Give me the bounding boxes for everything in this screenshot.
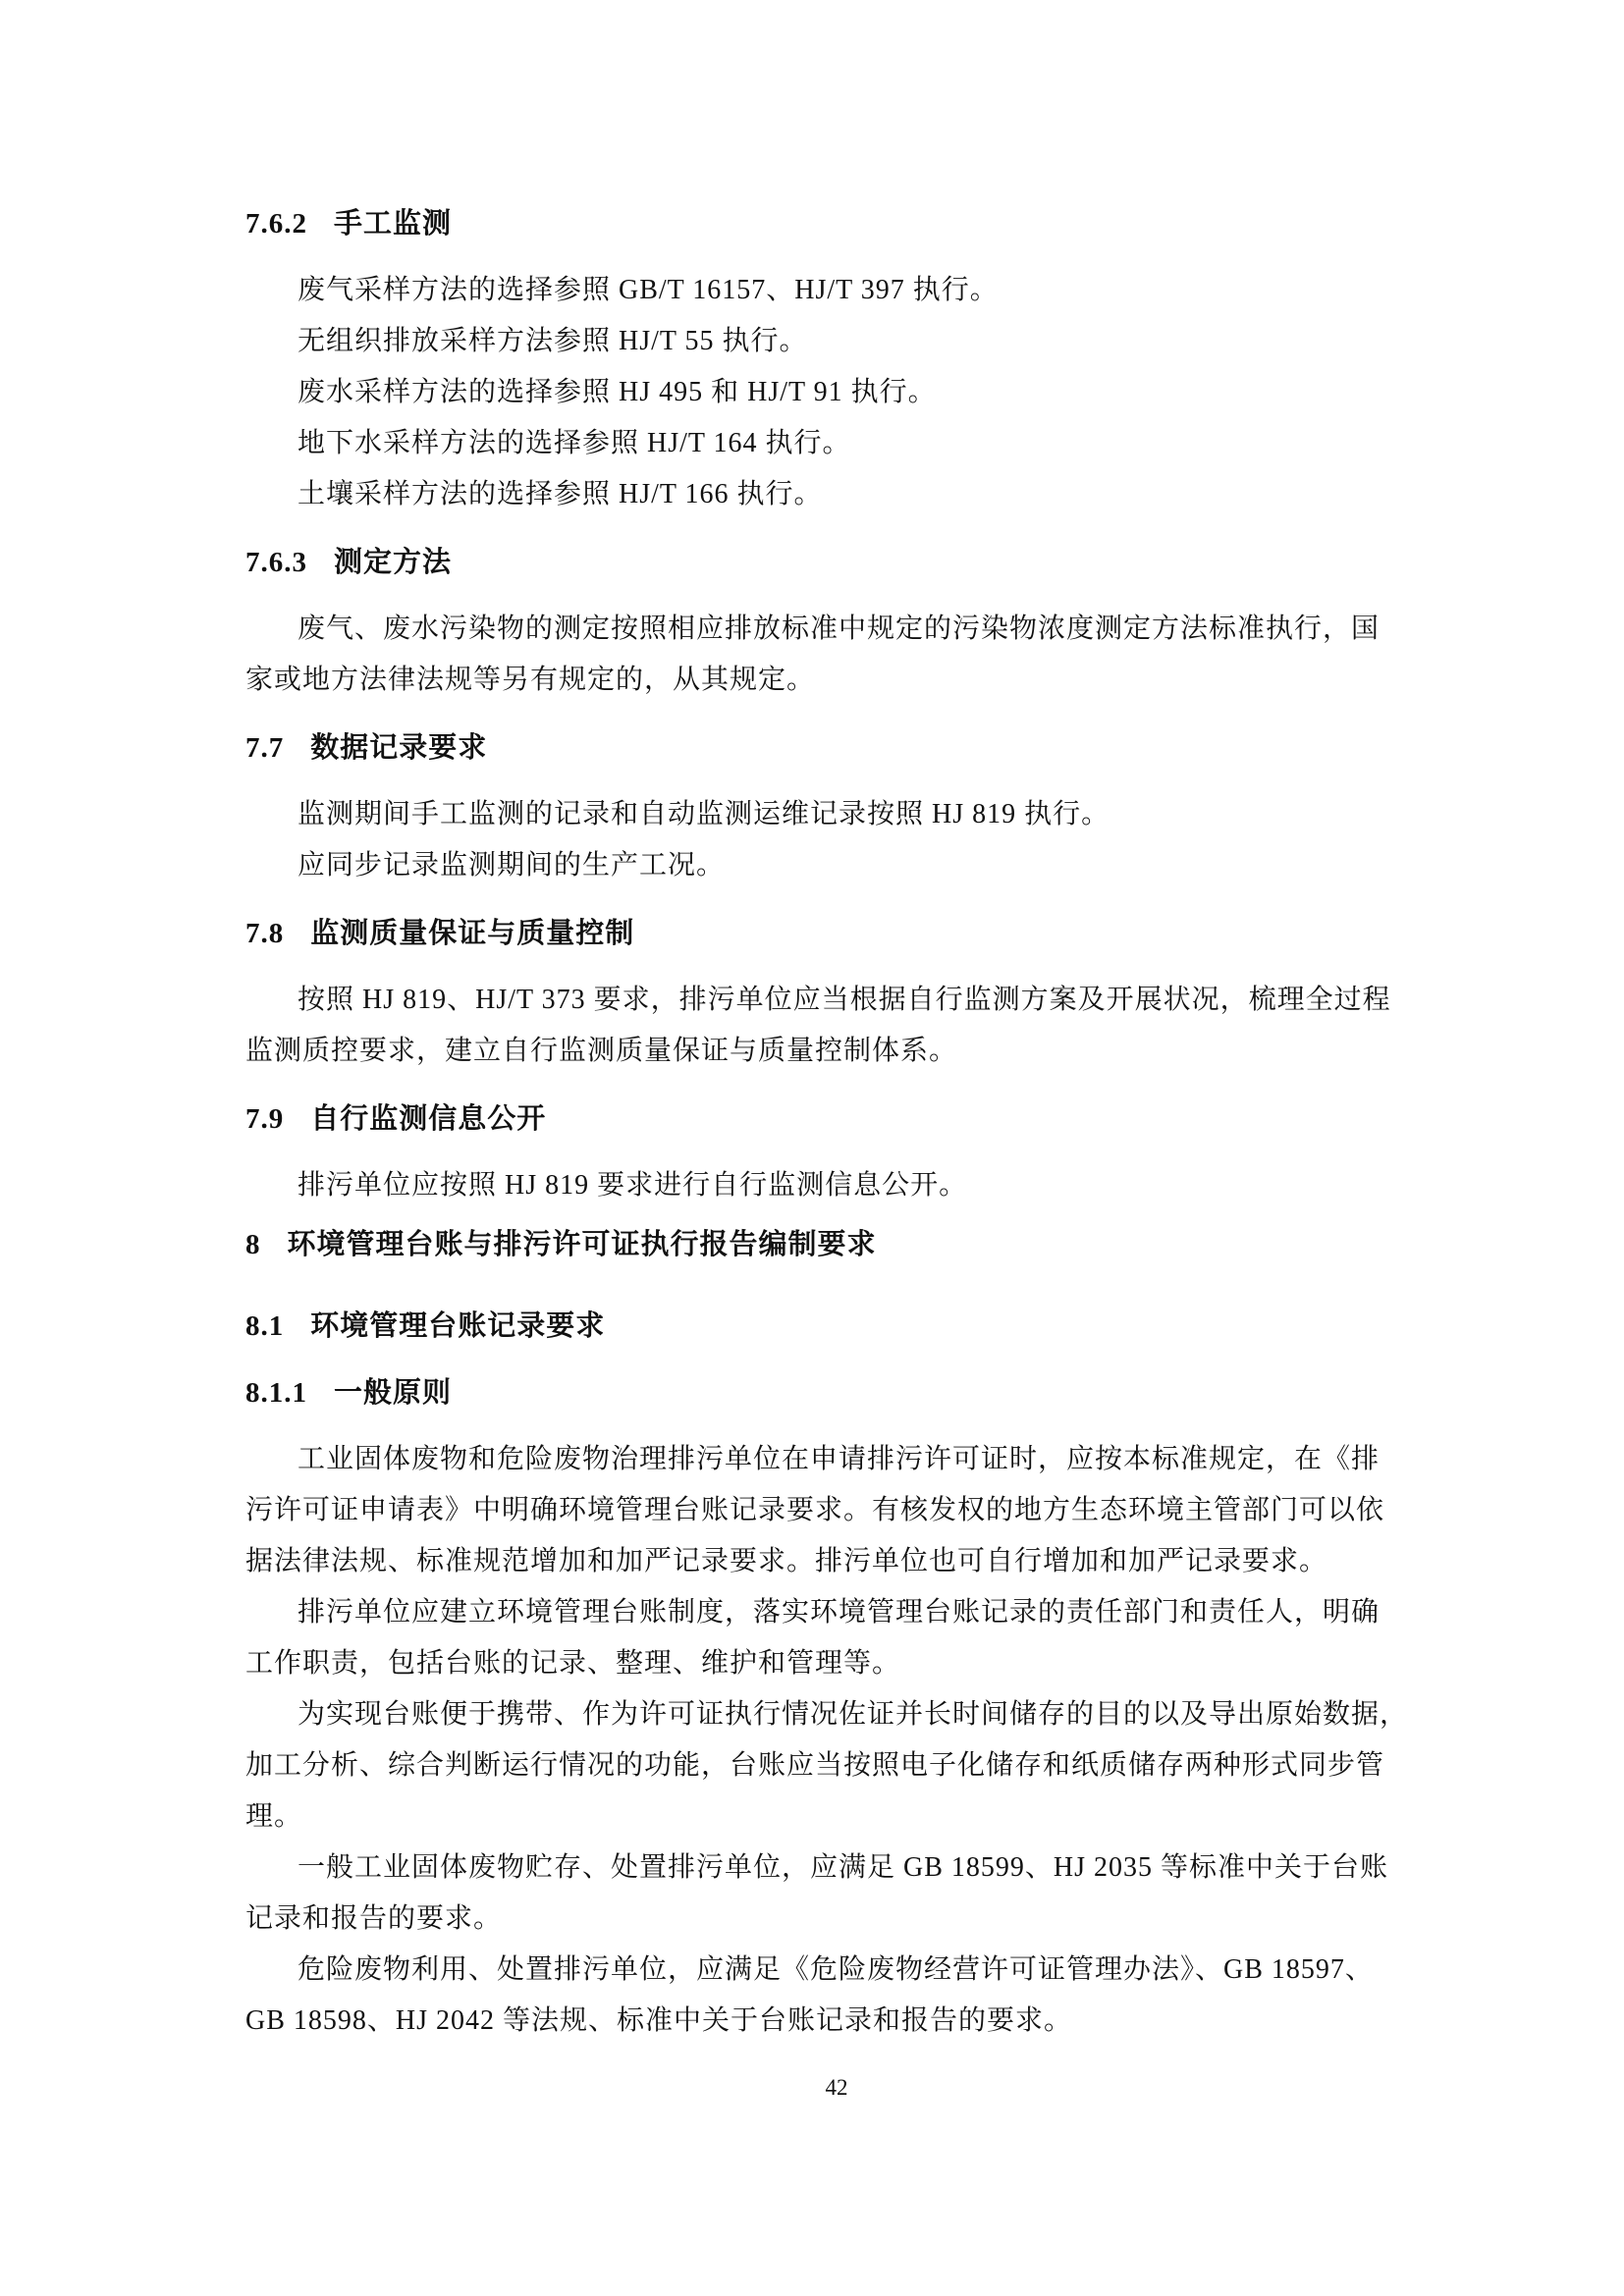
section-heading-7.6.3: [245, 537, 1394, 588]
text-line: 记录和报告的要求。: [245, 1903, 503, 1934]
text-line: 按照 HJ 819、HJ/T 373 要求，排污单位应当根据自行监测方案及开展状况，梳理全过程: [298, 985, 1391, 1015]
section-number: 7.6.3: [245, 547, 307, 578]
text-line: 工业固体废物和危险废物治理排污单位在申请排污许可证时，应按本标准规定，在《排: [298, 1444, 1380, 1474]
section-title: 一般原则: [334, 1377, 453, 1409]
section-heading-7.7: [245, 722, 1394, 774]
section-number: 7.9: [245, 1103, 285, 1135]
section-title: 测定方法: [334, 547, 453, 578]
text-line: 废气采样方法的选择参照 GB/T 16157、HJ/T 397 执行。: [298, 275, 999, 305]
section-heading-7.6.2: [245, 198, 1394, 249]
text-line: 家或地方法律法规等另有规定的，从其规定。: [245, 665, 816, 695]
page-number: 42: [825, 2075, 848, 2100]
text-line: 污许可证申请表》中明确环境管理台账记录要求。有核发权的地方生态环境主管部门可以依: [245, 1495, 1385, 1525]
text-line: 一般工业固体废物贮存、处置排污单位，应满足 GB 18599、HJ 2035 等标准中关于台账: [298, 1852, 1389, 1883]
text-line: 为实现台账便于携带、作为许可证执行情况佐证并长时间储存的目的以及导出原始数据，: [298, 1699, 1409, 1730]
text-line: 土壤采样方法的选择参照 HJ/T 166 执行。: [298, 479, 823, 509]
text-line: 监测质控要求，建立自行监测质量保证与质量控制体系。: [245, 1036, 958, 1066]
section-heading-8: [245, 1219, 1394, 1270]
section-title: 自行监测信息公开: [310, 1103, 547, 1135]
text-line: 废水采样方法的选择参照 HJ 495 和 HJ/T 91 执行。: [298, 377, 937, 407]
section-number: 8.1: [245, 1310, 285, 1342]
section-number: 7.8: [245, 918, 285, 949]
text-line: 理。: [245, 1801, 303, 1832]
section-heading-7.8: [245, 908, 1394, 959]
section-heading-8.1: [245, 1301, 1394, 1352]
text-line: 无组织排放采样方法参照 HJ/T 55 执行。: [298, 326, 808, 356]
text-line: 监测期间手工监测的记录和自动监测运维记录按照 HJ 819 执行。: [298, 799, 1110, 829]
section-number: 7.6.2: [245, 208, 307, 240]
section-title: 监测质量保证与质量控制: [310, 918, 635, 949]
section-number: 8: [245, 1229, 261, 1260]
text-line: 地下水采样方法的选择参照 HJ/T 164 执行。: [298, 428, 851, 458]
section-title: 环境管理台账记录要求: [310, 1310, 606, 1342]
text-line: 工作职责，包括台账的记录、整理、维护和管理等。: [245, 1648, 901, 1679]
text-line: 废气、废水污染物的测定按照相应排放标准中规定的污染物浓度测定方法标准执行，国: [298, 614, 1380, 644]
text-line: 危险废物利用、处置排污单位，应满足《危险废物经营许可证管理办法》、GB 18597、: [298, 1954, 1374, 1985]
section-title: 环境管理台账与排污许可证执行报告编制要求: [287, 1229, 877, 1260]
section-title: 手工监测: [334, 208, 453, 240]
document-body: [245, 198, 1409, 2047]
text-line: 据法律法规、标准规范增加和加严记录要求。排污单位也可自行增加和加严记录要求。: [245, 1546, 1328, 1576]
section-title: 数据记录要求: [310, 732, 488, 764]
section-heading-7.9: [245, 1094, 1394, 1145]
text-line: 加工分析、综合判断运行情况的功能，台账应当按照电子化储存和纸质储存两种形式同步管: [245, 1750, 1385, 1781]
section-number: 7.7: [245, 732, 285, 764]
text-line: 排污单位应建立环境管理台账制度，落实环境管理台账记录的责任部门和责任人，明确: [298, 1597, 1380, 1628]
text-line: 应同步记录监测期间的生产工况。: [298, 850, 726, 881]
text-line: GB 18598、HJ 2042 等法规、标准中关于台账记录和报告的要求。: [245, 2005, 1073, 2036]
section-number: 8.1.1: [245, 1377, 307, 1409]
text-line: 排污单位应按照 HJ 819 要求进行自行监测信息公开。: [298, 1170, 968, 1201]
section-heading-8.1.1: [245, 1367, 1394, 1418]
